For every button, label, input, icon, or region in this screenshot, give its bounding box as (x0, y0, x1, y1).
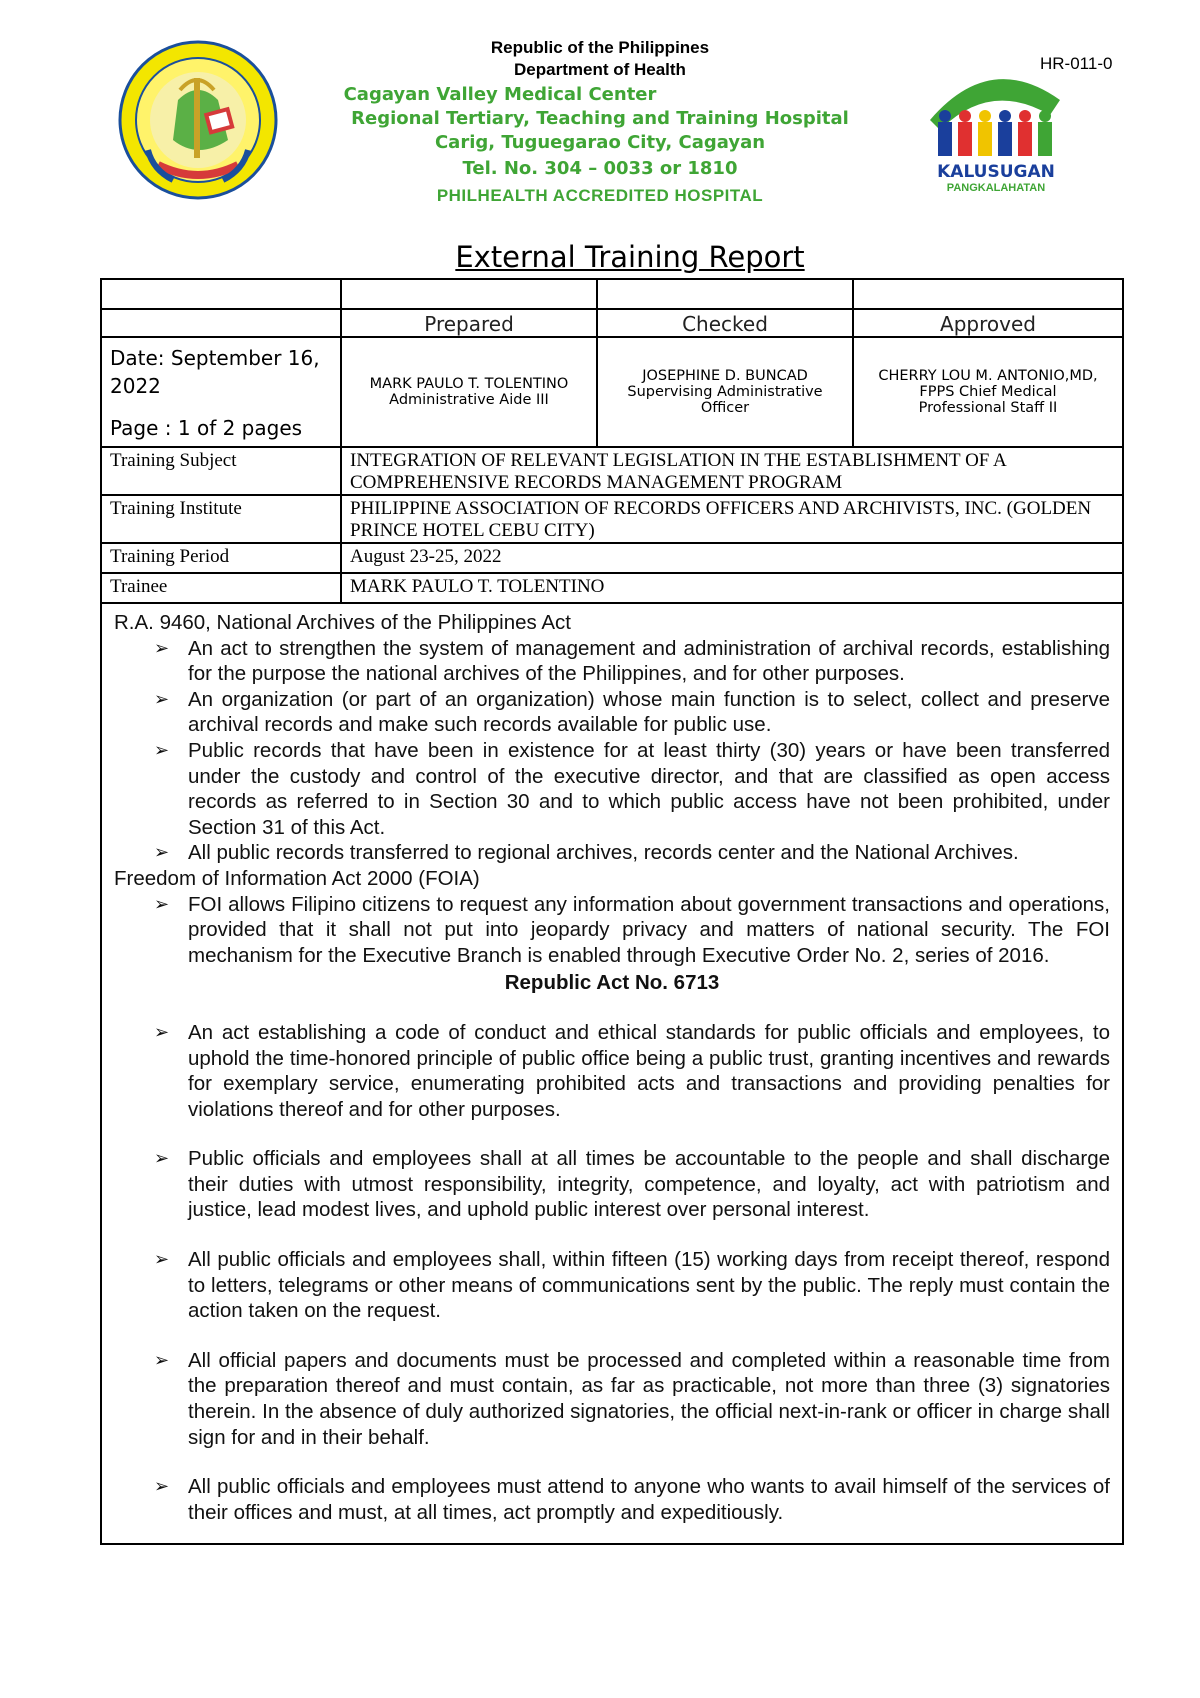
header-telephone: Tel. No. 304 – 0033 or 1810 (462, 158, 738, 179)
list-item: ➢ An act establishing a code of conduct and ethical standards for public officials and employees, to uphold the time-honored principle of public office being a public trust, granting incentives and rewards for exemplary service, enumerating prohibited acts and transactions and providing penalties for violations thereof and for other purposes. (154, 1020, 1110, 1121)
checked-title: Supervising Administrative Officer (627, 384, 823, 416)
section-title-foia: Freedom of Information Act 2000 (FOIA) (114, 866, 480, 890)
list-item: ➢ An act to strengthen the system of management and administration of archival records, establishing for the purpose the national archives of the Philippines, and for other purposes. (154, 636, 1110, 686)
header-address: Carig, Tuguegarao City, Cagayan (434, 132, 766, 153)
signature-row (102, 336, 1122, 446)
section-list-foia (114, 892, 1110, 969)
report-body-row (102, 602, 1122, 1543)
training-report-table (100, 278, 1124, 1545)
checked-by (596, 338, 852, 446)
arrow-bullet-icon: ➢ (154, 739, 170, 760)
arrow-bullet-icon: ➢ (154, 1021, 170, 1042)
checked-header: Checked (596, 310, 852, 336)
date-page-cell (102, 338, 340, 446)
header-department: Department of Health (514, 60, 686, 79)
document-title: External Training Report (455, 240, 805, 274)
training-subject-value: INTEGRATION OF RELEVANT LEGISLATION IN THE ESTABLISHMENT OF A COMPREHENSIVE RECORDS MANAGEMENT PROGRAM (340, 448, 1122, 494)
arrow-bullet-icon: ➢ (154, 637, 170, 658)
cvmc-seal-logo (118, 40, 278, 200)
arrow-bullet-icon: ➢ (154, 1349, 170, 1370)
arrow-bullet-icon: ➢ (154, 1148, 170, 1169)
logo-right-text-2: PANGKALAHATAN (946, 182, 1046, 194)
prepared-name: MARK PAULO T. TOLENTINO (369, 376, 569, 392)
training-subject-row (102, 446, 1122, 494)
section-list-ra9460 (114, 636, 1110, 866)
list-item: ➢ All public officials and employees must attend to anyone who wants to avail himself of the services of their offices and must, at all times, act promptly and expeditiously. (154, 1475, 1110, 1524)
arrow-bullet-icon: ➢ (154, 1476, 170, 1497)
prepared-header: Prepared (340, 310, 596, 336)
list-item: ➢ Public officials and employees shall at all times be accountable to the people and shall discharge their duties with utmost responsibility, integrity, competence, and loyalty, act with patriotism and justice, lead modest lives, and uphold public interest over personal interest. (154, 1147, 1110, 1222)
list-item: ➢ All public officials and employees shall, within fifteen (15) working days from receipt thereof, respond to letters, telegrams or other means of communications sent by the public. The reply must contain the action taken on the request. (154, 1248, 1110, 1323)
logo-right-text-1: KALUSUGAN (937, 162, 1055, 182)
training-institute-row (102, 494, 1122, 542)
prepared-by (340, 338, 596, 446)
trainee-row (102, 572, 1122, 602)
list-item: ➢ FOI allows Filipino citizens to request any information about government transactions and operations, provided that it shall not put into jeopardy privacy and matters of national security. The FOI mechanism for the Executive Branch is enabled through Executive Order No. 2, series of 2016. (154, 892, 1110, 967)
trainee-value: MARK PAULO T. TOLENTINO (340, 574, 1122, 602)
section-title-ra6713: Republic Act No. 6713 (504, 971, 720, 995)
training-institute-value: PHILIPPINE ASSOCIATION OF RECORDS OFFICERS AND ARCHIVISTS, INC. (GOLDEN PRINCE HOTEL CEBU CITY) (340, 496, 1122, 542)
checked-name: JOSEPHINE D. BUNCAD (642, 368, 808, 384)
approved-by (852, 338, 1122, 446)
trainee-label: Trainee (110, 576, 168, 597)
section-list-ra6713 (114, 1020, 1110, 1526)
approved-header: Approved (852, 310, 1122, 336)
report-date: Date: September 16, 2022 (110, 346, 320, 398)
approved-title-1: FPPS Chief Medical (919, 384, 1057, 400)
report-body (102, 604, 1122, 1543)
list-item: ➢ All public records transferred to regional archives, records center and the National Archives. (154, 841, 1019, 865)
list-item: ➢ All official papers and documents must be processed and completed within a reasonable time from the preparation thereof and must contain, as far as practicable, not more than three (3) signatories therein. In the absence of duly authorized signatories, the official next-in-rank or officer in charge shall sign for and in their behalf. (154, 1348, 1110, 1449)
prepared-title: Administrative Aide III (389, 392, 549, 408)
training-period-value: August 23-25, 2022 (340, 544, 1122, 572)
header-republic: Republic of the Philippines (490, 38, 710, 57)
training-period-row (102, 542, 1122, 572)
list-item: ➢ An organization (or part of an organization) whose main function is to select, collect and preserve archival records and make such records available for public use. (154, 687, 1110, 737)
header-tagline: Regional Tertiary, Teaching and Training Hospital (351, 108, 849, 129)
signature-header-row (102, 308, 1122, 336)
arrow-bullet-icon: ➢ (154, 893, 170, 914)
header-hospital-name: Cagayan Valley Medical Center (343, 84, 657, 105)
arrow-bullet-icon: ➢ (154, 842, 170, 863)
list-item: ➢ Public records that have been in existence for at least thirty (30) years or have been transferred under the custody and control of the executive director, and that are classified as open access records as referred to in Section 30 and to which public access have not been prohibited, under Section 31 of this Act. (154, 738, 1110, 839)
approved-title-2: Professional Staff II (918, 400, 1058, 416)
approved-name: CHERRY LOU M. ANTONIO,MD, (878, 368, 1098, 384)
page-count: Page : 1 of 2 pages (110, 416, 303, 440)
header-accreditation: PHILHEALTH ACCREDITED HOSPITAL (436, 186, 764, 205)
training-subject-label: Training Subject (110, 450, 237, 471)
form-code: HR-011-0 (1040, 54, 1113, 73)
training-institute-label: Training Institute (110, 498, 242, 519)
signature-blank-row (102, 280, 1122, 308)
arrow-bullet-icon: ➢ (154, 1249, 170, 1270)
training-period-label: Training Period (110, 546, 230, 567)
section-title-ra9460: R.A. 9460, National Archives of the Philippines Act (114, 611, 571, 634)
arrow-bullet-icon: ➢ (154, 688, 170, 709)
